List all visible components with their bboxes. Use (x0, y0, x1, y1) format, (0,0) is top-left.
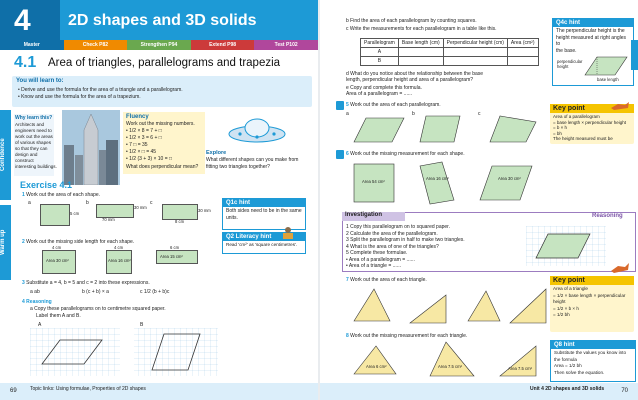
q6-label: Work out the missing measurement for each shape. (350, 151, 465, 157)
key-line: = bh (553, 130, 562, 136)
q2c-dim: 6 cm (170, 245, 180, 250)
hint-height-label: perpendicular height (557, 59, 583, 69)
page-number-left: 69 (10, 388, 17, 394)
tab-strengthen[interactable]: Strengthen P94 (127, 40, 191, 50)
q3-label: Substitute a = 4, b = 5 and c = 2 into these expressions. (26, 280, 150, 286)
table-header: Parallelogram (361, 39, 399, 48)
q3b: b (c + b) × a (82, 289, 109, 295)
q1b-dim: 70 mm (102, 217, 115, 222)
key-point-2-heading: Key point (550, 276, 634, 285)
fluency-question: What does perpendicular mean? (126, 164, 199, 170)
sidebar-confidence-label: Confidence (0, 138, 6, 172)
hint-base-label: base length (597, 77, 619, 82)
step: 3 Split the parallelogram in half to make two triangles. (346, 237, 465, 243)
fox-icon (610, 262, 630, 274)
calculator-icon (336, 101, 344, 110)
q8b-area: Area 7.5 cm² (438, 364, 462, 369)
ufo-illustration (226, 112, 288, 148)
learn-item-text: Derive and use the formula for the area of a triangle and a parallelogram. (21, 87, 183, 93)
investigation-grid (526, 226, 606, 266)
learn-item: • Know and use the formula for the area of a trapezium. (18, 94, 141, 100)
explore-text: fitting two triangles together? (206, 164, 270, 170)
why-line: engineers need to (15, 128, 52, 133)
q5b-label: b (412, 111, 415, 117)
table-cell (507, 57, 538, 66)
sidebar-warmup (0, 205, 11, 280)
q1c-hint-text (223, 207, 305, 222)
fluency-heading: Fluency (126, 114, 149, 120)
q5-label: Work out the area of each parallelogram. (350, 102, 441, 108)
q1c-dim: 8 cm (175, 219, 185, 224)
hint-line: The perpendicular height is the (556, 28, 625, 34)
q2a-dim: 4 cm (52, 245, 62, 250)
step: 1 Copy this parallelogram on to squared paper. (346, 224, 450, 230)
parallelogram-table (360, 38, 539, 66)
table-row (361, 48, 539, 57)
key-point-1-heading: Key point (550, 104, 634, 113)
q2c-area: Area 15 cm² (160, 254, 183, 259)
footer-topic: Topic links: Using formulae, Properties of 2D shapes (30, 386, 146, 392)
q8-hint-box (550, 340, 636, 382)
q8-hint-heading: Q8 hint (551, 341, 635, 349)
why-text (15, 122, 57, 170)
table-header: Perpendicular height (cm) (443, 39, 507, 48)
q8a-area: Area 6 cm² (366, 364, 387, 369)
hint-line: Both sides need to be in the same (226, 208, 302, 214)
key-line: height (553, 299, 566, 304)
key-line: The height measured must be (553, 136, 613, 141)
why-line: of various shapes (15, 140, 52, 145)
chapter-title: 2D shapes and 3D solids (68, 12, 257, 29)
fluency-item: • 1/2 (3 + 3) × 10 = □ (126, 156, 173, 162)
q5a-label: a (346, 111, 349, 117)
q1c-rectangle (162, 204, 198, 220)
section-title: Area of triangles, parallelograms and trapezia (48, 57, 281, 69)
edge-tab (631, 40, 638, 70)
hint-line: Substitute the values you know into (554, 350, 627, 355)
q4c-hint-heading: Q4c hint (553, 19, 633, 27)
hint-line: units. (226, 214, 238, 221)
q1b-label: b (86, 200, 89, 206)
page-number-right: 70 (621, 388, 628, 394)
learn-item: • Derive and use the formula for the area of a triangle and a parallelogram. (18, 87, 183, 93)
q1b-rectangle (96, 204, 134, 218)
table-row (361, 57, 539, 66)
step: 4 What is the area of one of the triangles? (346, 243, 439, 250)
q1c-hint-heading: Q1c hint (223, 199, 305, 207)
q4c-hint-box (552, 18, 634, 86)
left-page (0, 0, 318, 400)
key-line: = base length × perpendicular height (553, 119, 627, 125)
table-cell (443, 48, 507, 57)
step: 2 Calculate the area of the parallelogram. (346, 230, 438, 237)
q4-text: 4 Reasoning (22, 299, 52, 305)
explore-heading: Explore (206, 150, 227, 156)
why-line: so that they can (15, 146, 48, 151)
table-cell (507, 48, 538, 57)
q6a-area: Area 54 cm² (362, 179, 385, 184)
q3c: c 1/2 (b + b)c (140, 289, 170, 295)
sidebar-warmup-label: Warm up (0, 229, 6, 256)
explore-text: What different shapes can you make from (206, 157, 299, 163)
reading-figure-icon (280, 226, 296, 240)
q1-label: Work out the area of each shape. (26, 192, 101, 198)
learn-item-text: Know and use the formula for the area of a trapezium. (21, 94, 141, 100)
why-line: design and construct (15, 152, 38, 163)
table-cell (398, 57, 443, 66)
hint-line: Then solve the equation. (554, 369, 605, 375)
fluency-item: • 1/2 × 3 = 6 + □ (126, 135, 162, 141)
key-line: = 1/2 bh (553, 312, 570, 317)
tab-test[interactable]: Test P102 (254, 40, 318, 50)
fluency-item: • 1/2 × □ = 45 (126, 149, 157, 155)
investigation-steps (346, 224, 465, 270)
q4e-text: e Copy and complete this formula. (346, 85, 422, 91)
why-heading: Why learn this? (15, 115, 53, 121)
q2-text: 2 Work out the missing side length for each shape. (22, 239, 135, 245)
key-line: = 1/2 × base length × perpendicular (553, 292, 626, 298)
learn-heading: You will learn to: (16, 78, 64, 84)
q4a-text2: Label them A and B. (36, 313, 81, 319)
q2-hint-heading: Q2 Literacy hint (223, 233, 305, 241)
q1c-label: c (150, 200, 153, 206)
q4a-text: a Copy these parallelograms on to centimetre squared paper. (30, 306, 166, 312)
sidebar-confidence (0, 110, 11, 200)
key-line: Area of a triangle (553, 286, 588, 291)
building-photo (62, 110, 120, 185)
tab-check[interactable]: Check P82 (64, 40, 128, 50)
reasoning-label: Reasoning (592, 213, 623, 219)
q3-text: 3 Substitute a = 4, b = 5 and c = 2 into these expressions. (22, 280, 150, 286)
hint-line: the base. (556, 47, 577, 54)
q1b-dim: 30 mm (134, 205, 147, 210)
q7-text: 7 Work out the area of each triangle. (346, 277, 427, 283)
step: • Area of a parallelogram = ...... (346, 256, 415, 263)
q2b-dim: 4 cm (114, 245, 124, 250)
level-tabs (0, 40, 318, 50)
fluency-item: • 7 □ = 35 (126, 142, 148, 148)
q6c-area: Area 30 cm² (498, 176, 521, 181)
q4c-text: c Write the measurements for each parallelogram in a table like this. (346, 26, 497, 32)
chapter-number: 4 (14, 4, 31, 37)
q2a-area: Area 30 cm² (46, 258, 69, 263)
key-line: Area of a parallelogram (553, 114, 600, 119)
q3a: a ab (30, 289, 40, 295)
q8c-area: Area 7.5 cm² (508, 366, 532, 371)
key-line: = b × h (553, 125, 568, 130)
q5c-label: c (478, 111, 481, 117)
q1a-dim: 5 cm (70, 211, 80, 216)
q5-text: 5 Work out the area of each parallelogram. (346, 102, 441, 108)
q8-label: Work out the missing measurement for each triangle. (350, 333, 468, 339)
q8-triangles (350, 340, 546, 380)
q4e-text: Area of a parallelogram = ...... (346, 91, 413, 97)
fluency-item: • 1/2 × 8 = 7 + □ (126, 128, 162, 134)
q2-label: Work out the missing side length for each shape. (26, 239, 135, 245)
q4d-text: d What do you notice about the relationship between the base (346, 71, 484, 77)
q6b-area: Area 16 cm² (426, 176, 449, 181)
table-cell (443, 57, 507, 66)
q4-label-a: A (38, 322, 42, 328)
hint-line: height measured at right angles to (556, 34, 627, 47)
q1-text: 1 Work out the area of each shape. (22, 192, 101, 198)
hint-line: the formula (554, 356, 577, 362)
q1c-dim: 30 mm (198, 208, 211, 213)
footer-unit: Unit 4 2D shapes and 3D solids (530, 386, 605, 392)
q4d-text: length, perpendicular height and area of a parallelogram? (346, 77, 474, 83)
section-number: 4.1 (14, 54, 37, 71)
q8-text: 8 Work out the missing measurement for each triangle. (346, 333, 468, 339)
q7-triangles (350, 285, 550, 327)
key-point-2-box (550, 276, 634, 332)
table-header-row (361, 39, 539, 48)
q2b-area: Area 16 cm² (108, 258, 131, 263)
investigation-heading: Investigation (342, 212, 405, 221)
q5-parallelograms (350, 112, 550, 146)
tab-master[interactable]: Master (0, 40, 64, 50)
q4-reasoning-label: Reasoning (26, 299, 52, 305)
why-line: work out the areas (15, 134, 53, 139)
table-cell (398, 48, 443, 57)
table-header: Area (cm²) (507, 39, 538, 48)
key-point-1-text (550, 113, 634, 143)
table-cell: B (361, 57, 399, 66)
step: • Area of a triangle = ...... (346, 263, 401, 269)
q1a-square (40, 204, 70, 226)
q4-label-b: B (140, 322, 144, 328)
step: 5 Complete these formulae. (346, 250, 408, 256)
calculator-icon (336, 150, 344, 159)
q1a-label: a (28, 200, 31, 206)
why-line: interesting buildings. (15, 164, 57, 169)
q6-text: 6 Work out the missing measurement for each shape. (346, 151, 465, 157)
right-page (320, 0, 638, 400)
q4c-hint-text (553, 27, 633, 55)
q2-hint-text: Read 'cm²' as 'square centimetres'. (226, 242, 298, 247)
q4b-text: b Find the area of each parallelogram by counting squares. (346, 18, 477, 24)
hint-line: Area = 1/2 bh (554, 363, 582, 368)
q4-grid (30, 328, 220, 376)
tab-extend[interactable]: Extend P98 (191, 40, 255, 50)
why-line: Architects and (15, 122, 45, 127)
key-line: = 1/2 × b × h (553, 305, 579, 311)
q8-hint-text (551, 349, 635, 377)
table-cell: A (361, 48, 399, 57)
fluency-intro: Work out the missing numbers. (126, 121, 195, 127)
table-header: Base length (cm) (398, 39, 443, 48)
exercise-heading: Exercise 4.1 (20, 180, 73, 190)
key-point-2-text (550, 285, 634, 320)
fox-icon (610, 101, 630, 111)
q7-label: Work out the area of each triangle. (350, 277, 427, 283)
